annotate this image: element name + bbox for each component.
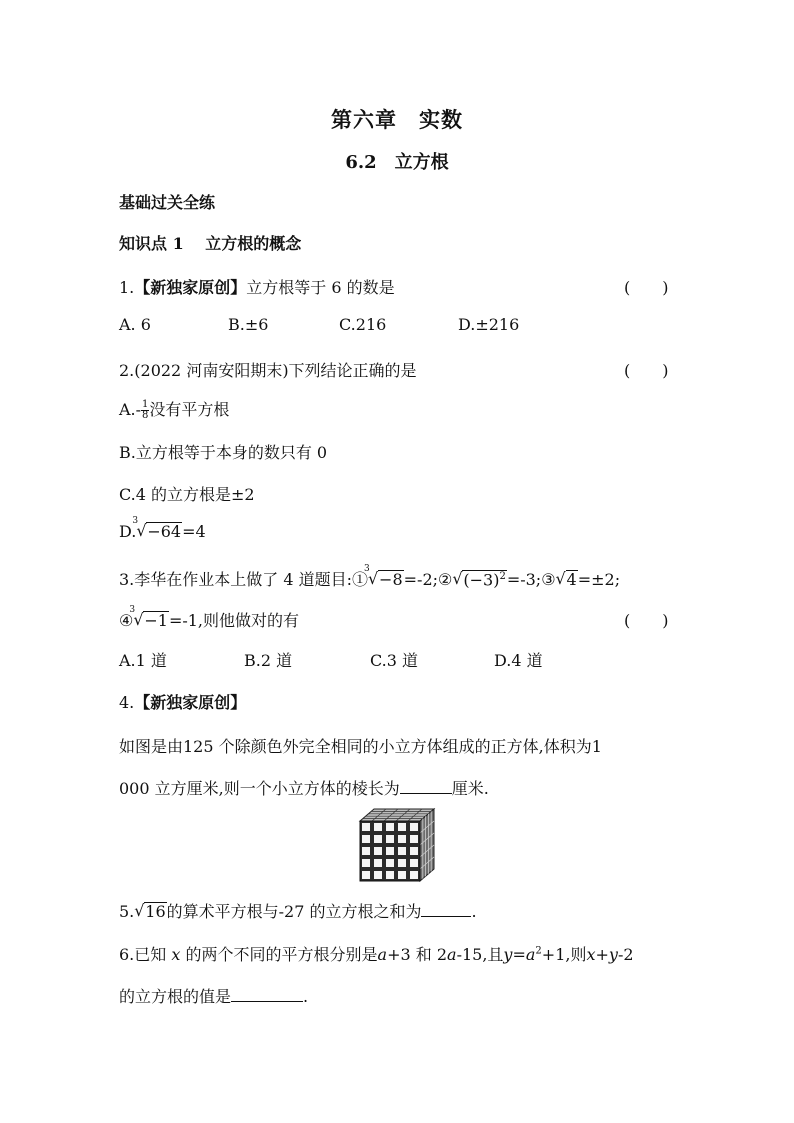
- radicand: −8: [379, 570, 403, 589]
- radicand: 16: [145, 902, 166, 921]
- variable-x: x: [171, 945, 181, 964]
- question-1: [119, 275, 395, 298]
- radicand: −1: [144, 611, 168, 630]
- square-root: [452, 570, 506, 589]
- q1-option-c[interactable]: C.216: [339, 315, 387, 334]
- q3-option-d[interactable]: D.4 道: [494, 651, 543, 670]
- knowledge-point-heading: 知识点 1 立方根的概念: [119, 234, 302, 253]
- answer-blank[interactable]: [400, 779, 452, 794]
- square-root: [556, 570, 578, 589]
- radical-sign: √: [134, 901, 145, 920]
- q6-intro: 6.已知: [119, 945, 167, 964]
- cube-root: [129, 605, 169, 630]
- cube-right-face: [420, 809, 434, 881]
- q6-text: 的两个不同的平方根分别是: [185, 945, 378, 964]
- radical-sign: √: [136, 521, 147, 540]
- exponent: 2: [535, 945, 542, 957]
- q3-stem: 3.李华在作业本上做了 4 道题目:: [119, 570, 353, 589]
- q6-plus: +: [595, 945, 609, 964]
- question-3-line-1: [119, 564, 621, 590]
- root-index: 3: [364, 564, 370, 574]
- q4-tag: 【新独家原创】: [134, 693, 247, 712]
- answer-blank[interactable]: [231, 987, 303, 1002]
- q6-minus-2: -2: [617, 945, 634, 964]
- q3-mark-3: ③: [541, 570, 556, 589]
- q6-term-1: +3 和 2: [387, 945, 448, 964]
- cube-root: [364, 564, 404, 589]
- q1-option-b[interactable]: B.±6: [228, 315, 269, 334]
- square-root: [134, 902, 166, 921]
- cube-root: [132, 516, 182, 541]
- radicand: [462, 570, 506, 589]
- radical-sign: √: [452, 568, 463, 588]
- root-index: 3: [129, 605, 136, 615]
- cube-front-face: [360, 821, 420, 881]
- radicand-base: (−3): [463, 570, 500, 589]
- cube-figure: [356, 807, 436, 883]
- root-index: 3: [132, 516, 139, 526]
- section-title: 6.2 立方根: [345, 152, 449, 173]
- question-5: [119, 899, 477, 922]
- q3-option-a[interactable]: A.1 道: [119, 651, 167, 670]
- fraction-numerator: 1: [142, 399, 149, 410]
- q3-mark-4: ④: [119, 611, 134, 630]
- q2-option-d[interactable]: [119, 516, 206, 541]
- q1-answer-paren[interactable]: ( ): [624, 278, 669, 297]
- q3-answer-paren[interactable]: ( ): [624, 611, 669, 630]
- q3-mark-1: ①: [352, 570, 369, 589]
- q1-number: 1.: [119, 278, 135, 297]
- q6-plus-1: +1,则: [541, 945, 587, 964]
- q3-option-c[interactable]: C.3 道: [370, 651, 419, 670]
- chapter-title: 第六章 实数: [331, 107, 463, 132]
- q2-a-suffix: 没有平方根: [149, 400, 230, 419]
- practice-heading: 基础过关全练: [119, 193, 216, 212]
- q1-option-d[interactable]: D.±216: [458, 315, 520, 334]
- q3-mark-2: ②: [438, 570, 453, 589]
- q2-a-prefix: A.-: [119, 400, 142, 419]
- q3-eq-4: =-1,则他做对的有: [168, 611, 300, 630]
- q4-line-2-text: 000 立方厘米,则一个小立方体的棱长为: [119, 779, 400, 798]
- variable-y: y: [608, 945, 618, 964]
- q3-eq-1: =-2;: [403, 570, 439, 589]
- q6-line-2-text: 的立方根的值是: [119, 987, 232, 1006]
- variable-y: y: [503, 945, 513, 964]
- q4-line-2-end: 厘米.: [451, 779, 489, 798]
- fraction-denominator: 8: [142, 410, 149, 421]
- q3-option-b[interactable]: B.2 道: [244, 651, 293, 670]
- radicand: −64: [147, 522, 182, 541]
- q6-term-2: -15,且: [456, 945, 504, 964]
- question-2-stem: 2.(2022 河南安阳期末)下列结论正确的是: [119, 361, 417, 380]
- q6-end: .: [303, 987, 309, 1006]
- q2-d-suffix: =4: [182, 522, 206, 541]
- radicand: 4: [566, 570, 577, 589]
- question-3-line-2: [119, 605, 300, 631]
- variable-a: a: [525, 945, 536, 964]
- q5-number: 5.: [119, 902, 135, 921]
- q3-eq-3: =±2;: [577, 570, 621, 589]
- question-6-line-2: [119, 984, 308, 1007]
- q5-text: 的算术平方根与-27 的立方根之和为: [166, 902, 422, 921]
- q2-option-b[interactable]: B.立方根等于本身的数只有 0: [119, 443, 328, 462]
- q2-d-prefix: D.: [119, 522, 137, 541]
- answer-blank[interactable]: [421, 902, 471, 917]
- q2-option-c[interactable]: C.4 的立方根是±2: [119, 485, 255, 504]
- q1-stem: 立方根等于 6 的数是: [246, 278, 395, 297]
- q2-option-a[interactable]: [119, 397, 229, 421]
- q1-option-a[interactable]: A. 6: [119, 315, 151, 334]
- radical-sign: √: [368, 569, 379, 588]
- q4-number: 4.: [119, 693, 135, 712]
- q2-answer-paren[interactable]: ( ): [624, 361, 669, 380]
- variable-a: a: [377, 945, 388, 964]
- q4-line-2: [119, 776, 489, 799]
- question-4-heading: [119, 690, 246, 713]
- q5-end: .: [471, 902, 477, 921]
- variable-a: a: [447, 945, 457, 964]
- variable-x: x: [586, 945, 596, 964]
- q3-eq-2: =-3;: [506, 570, 542, 589]
- q4-line-1: 如图是由125 个除颜色外完全相同的小立方体组成的正方体,体积为1: [119, 737, 602, 756]
- radical-sign: √: [555, 569, 566, 588]
- question-6-line-1: [119, 942, 634, 965]
- q6-equals: =: [512, 945, 526, 964]
- q1-tag: 【新独家原创】: [134, 278, 247, 297]
- radical-sign: √: [133, 610, 144, 629]
- exponent: 2: [499, 570, 506, 582]
